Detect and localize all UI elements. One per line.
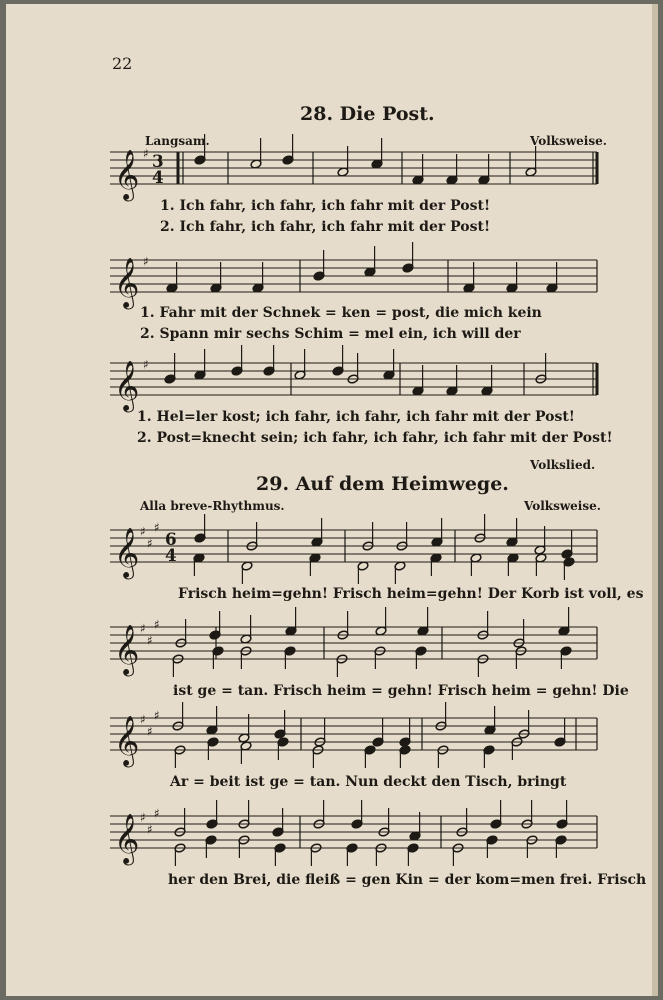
lyric-line: 1. Fahr mit der Schnek = ken = post, die mich kein: [140, 305, 542, 321]
lyric-line: 2. Spann mir sechs Schim = mel ein, ich will der: [140, 326, 521, 342]
sharp-icon: ♯: [140, 621, 146, 636]
lyric-line: Ar = beit ist ge = tan. Nun deckt den Tisch, bringt: [170, 774, 567, 790]
sharp-icon: ♯: [154, 708, 160, 723]
song-title: 29. Auf dem Heimwege.: [256, 473, 509, 495]
lyric-line: 2. Ich fahr, ich fahr, ich fahr mit der Post!: [160, 219, 491, 235]
sharp-icon: ♯: [140, 712, 146, 727]
song-title: 28. Die Post.: [300, 103, 435, 125]
sharp-icon: ♯: [147, 724, 153, 739]
lyric-line: 1. Ich fahr, ich fahr, ich fahr mit der Post!: [160, 198, 491, 214]
lyric-line: 2. Post=knecht sein; ich fahr, ich fahr, ich fahr mit der Post!: [137, 430, 613, 446]
lyric-line: ist ge = tan. Frisch heim = gehn! Frisch heim = gehn! Die: [173, 683, 629, 699]
attribution: Volkslied.: [530, 458, 596, 472]
source-label: Volksweise.: [530, 134, 607, 148]
sharp-icon: ♯: [154, 617, 160, 632]
lyric-line: 1. Hel=ler kost; ich fahr, ich fahr, ich fahr mit der Post!: [137, 409, 575, 425]
lyric-line: her den Brei, die fleiß = gen Kin = der kom=men frei. Frisch: [168, 872, 647, 888]
time-signature-denominator: 4: [152, 167, 164, 188]
time-signature-denominator: 4: [165, 545, 177, 566]
sharp-icon: ♯: [147, 633, 153, 648]
sharp-icon: ♯: [143, 357, 149, 372]
time-signature-numerator: 3: [152, 151, 164, 172]
sharp-icon: ♯: [140, 810, 146, 825]
treble-clef-icon: 𝄞: [114, 150, 140, 200]
lyric-line: Frisch heim=gehn! Frisch heim=gehn! Der Korb ist voll, es: [178, 586, 644, 602]
source-label: Volksweise.: [524, 499, 601, 513]
treble-clef-icon: 𝄞: [114, 716, 140, 766]
tempo-marking: Langsam.: [145, 134, 210, 148]
time-signature-numerator: 6: [165, 529, 177, 550]
sharp-icon: ♯: [143, 254, 149, 269]
treble-clef-icon: 𝄞: [114, 625, 140, 675]
treble-clef-icon: 𝄞: [114, 528, 140, 578]
treble-clef-icon: 𝄞: [114, 814, 140, 864]
sharp-icon: ♯: [147, 536, 153, 551]
sharp-icon: ♯: [154, 806, 160, 821]
sharp-icon: ♯: [143, 146, 149, 161]
treble-clef-icon: 𝄞: [114, 361, 140, 411]
treble-clef-icon: 𝄞: [114, 258, 140, 308]
sharp-icon: ♯: [147, 822, 153, 837]
sharp-icon: ♯: [140, 524, 146, 539]
page-number: 22: [112, 54, 133, 73]
sharp-icon: ♯: [154, 520, 160, 535]
tempo-marking: Alla breve-Rhythmus.: [140, 499, 285, 513]
